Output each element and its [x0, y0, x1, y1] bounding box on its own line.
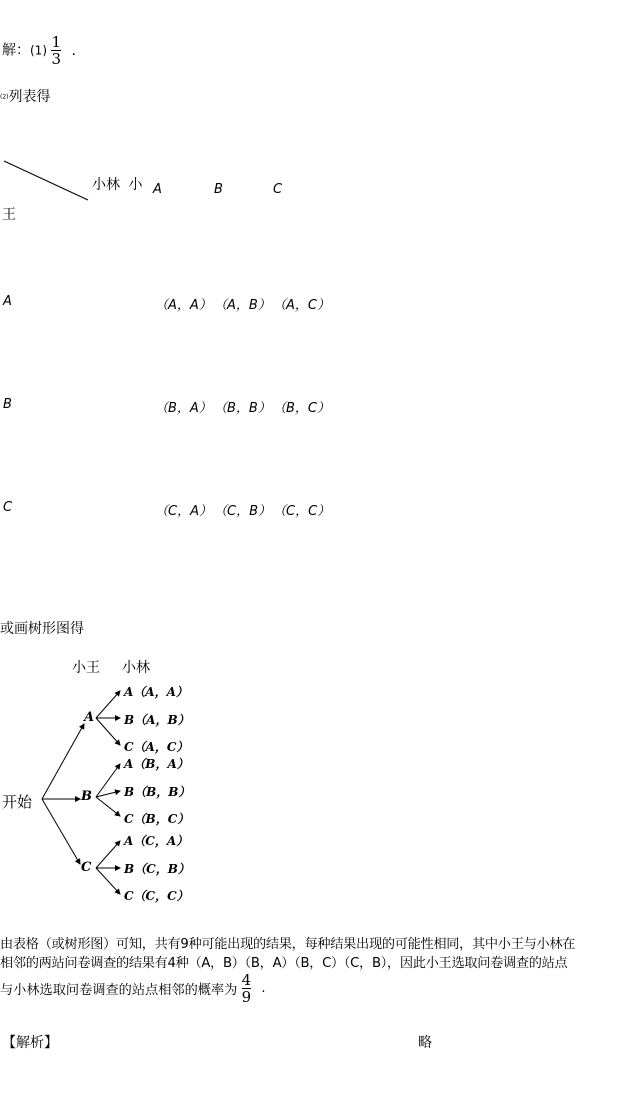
- analysis-label: 【解析】: [2, 1035, 58, 1051]
- conclusion-line-2: 相邻的两站问卷调查的结果有4种（A，B）（B，A）（B，C）（C，B），因此小王选取问卷调查的站点: [0, 956, 568, 971]
- table-header-side: 王: [2, 207, 16, 223]
- table-cell: （A，A）: [155, 298, 212, 313]
- part2-marker: (2): [0, 93, 9, 101]
- conclusion-line-3: 与小林选取问卷调查的站点相邻的概率为 $\frac{4}{9}$ .: [0, 971, 266, 1006]
- col-header-b: B: [214, 182, 223, 197]
- tree-leaf: B（A，B）: [124, 713, 190, 727]
- part1-period: .: [71, 42, 76, 59]
- tree-leaf: A（C，A）: [124, 834, 189, 848]
- col-header-c: C: [273, 182, 283, 197]
- solution-prefix: 解：: [2, 42, 30, 59]
- table-cell: （A，B）: [214, 298, 271, 313]
- conclusion-fraction: $\frac{4}{9}$: [241, 971, 252, 1006]
- tree-node-a: A: [84, 710, 95, 725]
- tree-leaf: B（C，B）: [124, 862, 190, 876]
- tree-intro: 或画树形图得: [0, 621, 84, 637]
- table-intro: (2)列表得: [0, 89, 51, 105]
- part1-line: [2, 34, 76, 67]
- tree-leaf: C（B，C）: [124, 812, 190, 826]
- tree-header-xiaowang: 小王: [72, 660, 100, 676]
- table-cell: （C，C）: [273, 504, 331, 519]
- col-header-a: A: [153, 182, 162, 197]
- tree-header-xiaolin: 小林: [122, 660, 150, 676]
- tree-leaf: A（A，A）: [124, 685, 188, 699]
- table-cell: （C，B）: [214, 504, 271, 519]
- table-diagonal-line: [0, 155, 95, 205]
- table-cell: （B，A）: [155, 401, 212, 416]
- analysis-text: 略: [418, 1035, 432, 1051]
- table-cell: （A，C）: [273, 298, 330, 313]
- table-cell: （C，A）: [155, 504, 212, 519]
- conclusion-line-1: 由表格（或树形图）可知，共有9种可能出现的结果，每种结果出现的可能性相同，其中小王与小林在: [0, 937, 576, 952]
- branch-line: [42, 799, 80, 864]
- tree-leaf: A（B，A）: [124, 757, 189, 771]
- part1-marker: (1): [30, 43, 47, 58]
- tree-node-b: B: [81, 789, 92, 804]
- row-label-c: C: [3, 500, 13, 515]
- row-label-b: B: [3, 397, 12, 412]
- tree-leaf: B（B，B）: [124, 785, 191, 799]
- table-header-top: 小林 小: [92, 177, 143, 193]
- tree-leaf: C（A，C）: [124, 740, 189, 754]
- table-cell: （B，C）: [273, 401, 330, 416]
- table-cell: （B，B）: [214, 401, 271, 416]
- branch-line: [42, 724, 84, 799]
- tree-root-start: 开始: [2, 793, 33, 811]
- tree-leaf: C（C，C）: [124, 889, 189, 903]
- row-label-a: A: [3, 294, 12, 309]
- part1-fraction: $\frac{1}{3}$: [51, 33, 61, 68]
- tree-node-c: C: [81, 860, 92, 875]
